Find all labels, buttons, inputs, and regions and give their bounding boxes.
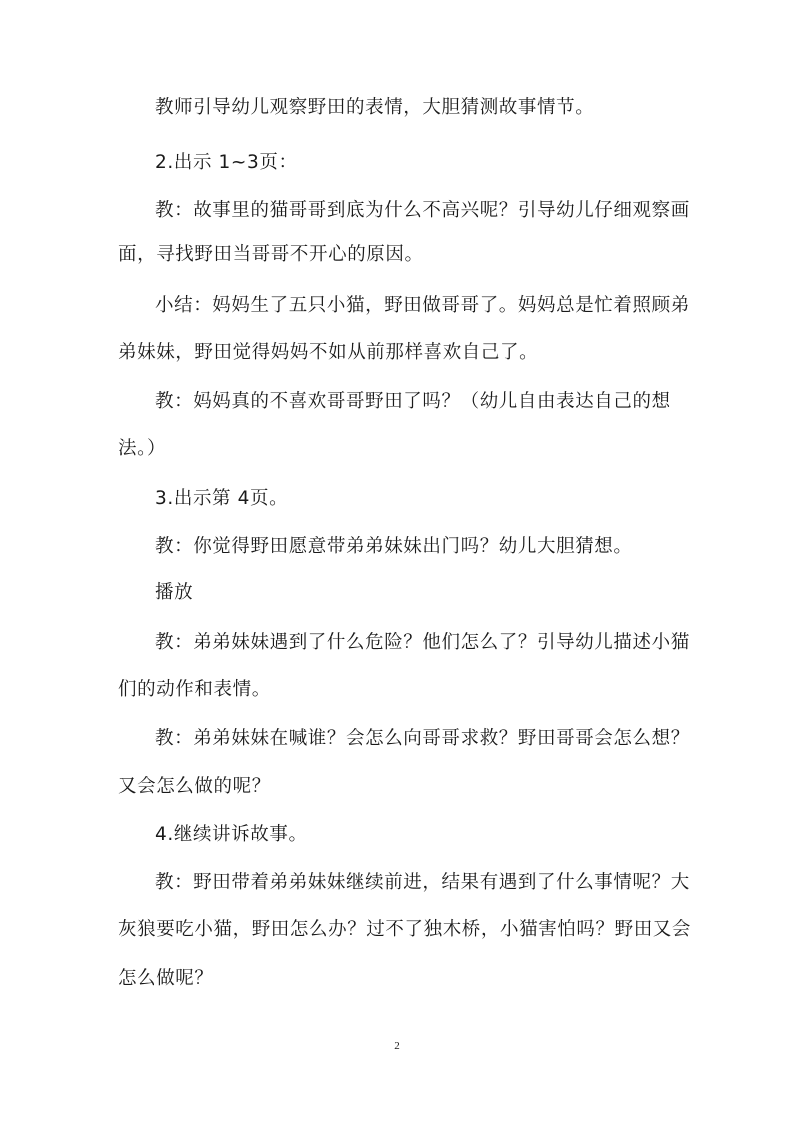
paragraph-line: 教：妈妈真的不喜欢哥哥野田了吗？（幼儿自由表达自己的想 — [155, 391, 671, 412]
section-heading: 3.出示第 4页。 — [155, 488, 289, 509]
paragraph-line: 教：弟弟妹妹在喊谁？会怎么向哥哥求救？野田哥哥会怎么想？ — [155, 728, 690, 749]
page-number: 2 — [394, 1040, 400, 1052]
paragraph-line: 法。） — [118, 438, 167, 459]
paragraph-line: 弟妹妹，野田觉得妈妈不如从前那样喜欢自己了。 — [118, 342, 539, 363]
paragraph-line: 灰狼要吃小猫，野田怎么办？过不了独木桥，小猫害怕吗？野田又会 — [118, 919, 692, 940]
paragraph-line: 又会怎么做的呢？ — [118, 776, 271, 797]
paragraph-line: 教：故事里的猫哥哥到底为什么不高兴呢？引导幼儿仔细观察画 — [155, 200, 690, 221]
section-heading: 2.出示 1~3页： — [155, 152, 298, 173]
paragraph-line: 教师引导幼儿观察野田的表情，大胆猜测故事情节。 — [155, 97, 595, 118]
paragraph-line: 教：弟弟妹妹遇到了什么危险？他们怎么了？引导幼儿描述小猫 — [155, 632, 690, 653]
paragraph-line: 怎么做呢？ — [118, 968, 214, 989]
paragraph-line: 小结：妈妈生了五只小猫，野田做哥哥了。妈妈总是忙着照顾弟 — [155, 295, 690, 316]
paragraph-line: 面，寻找野田当哥哥不开心的原因。 — [118, 244, 424, 265]
paragraph-line: 们的动作和表情。 — [118, 679, 271, 700]
paragraph-line: 播放 — [155, 582, 194, 603]
paragraph-line: 教：野田带着弟弟妹妹继续前进，结果有遇到了什么事情呢？大 — [155, 872, 690, 893]
section-heading: 4.继续讲诉故事。 — [155, 824, 308, 845]
paragraph-line: 教：你觉得野田愿意带弟弟妹妹出门吗？幼儿大胆猜想。 — [155, 536, 633, 557]
